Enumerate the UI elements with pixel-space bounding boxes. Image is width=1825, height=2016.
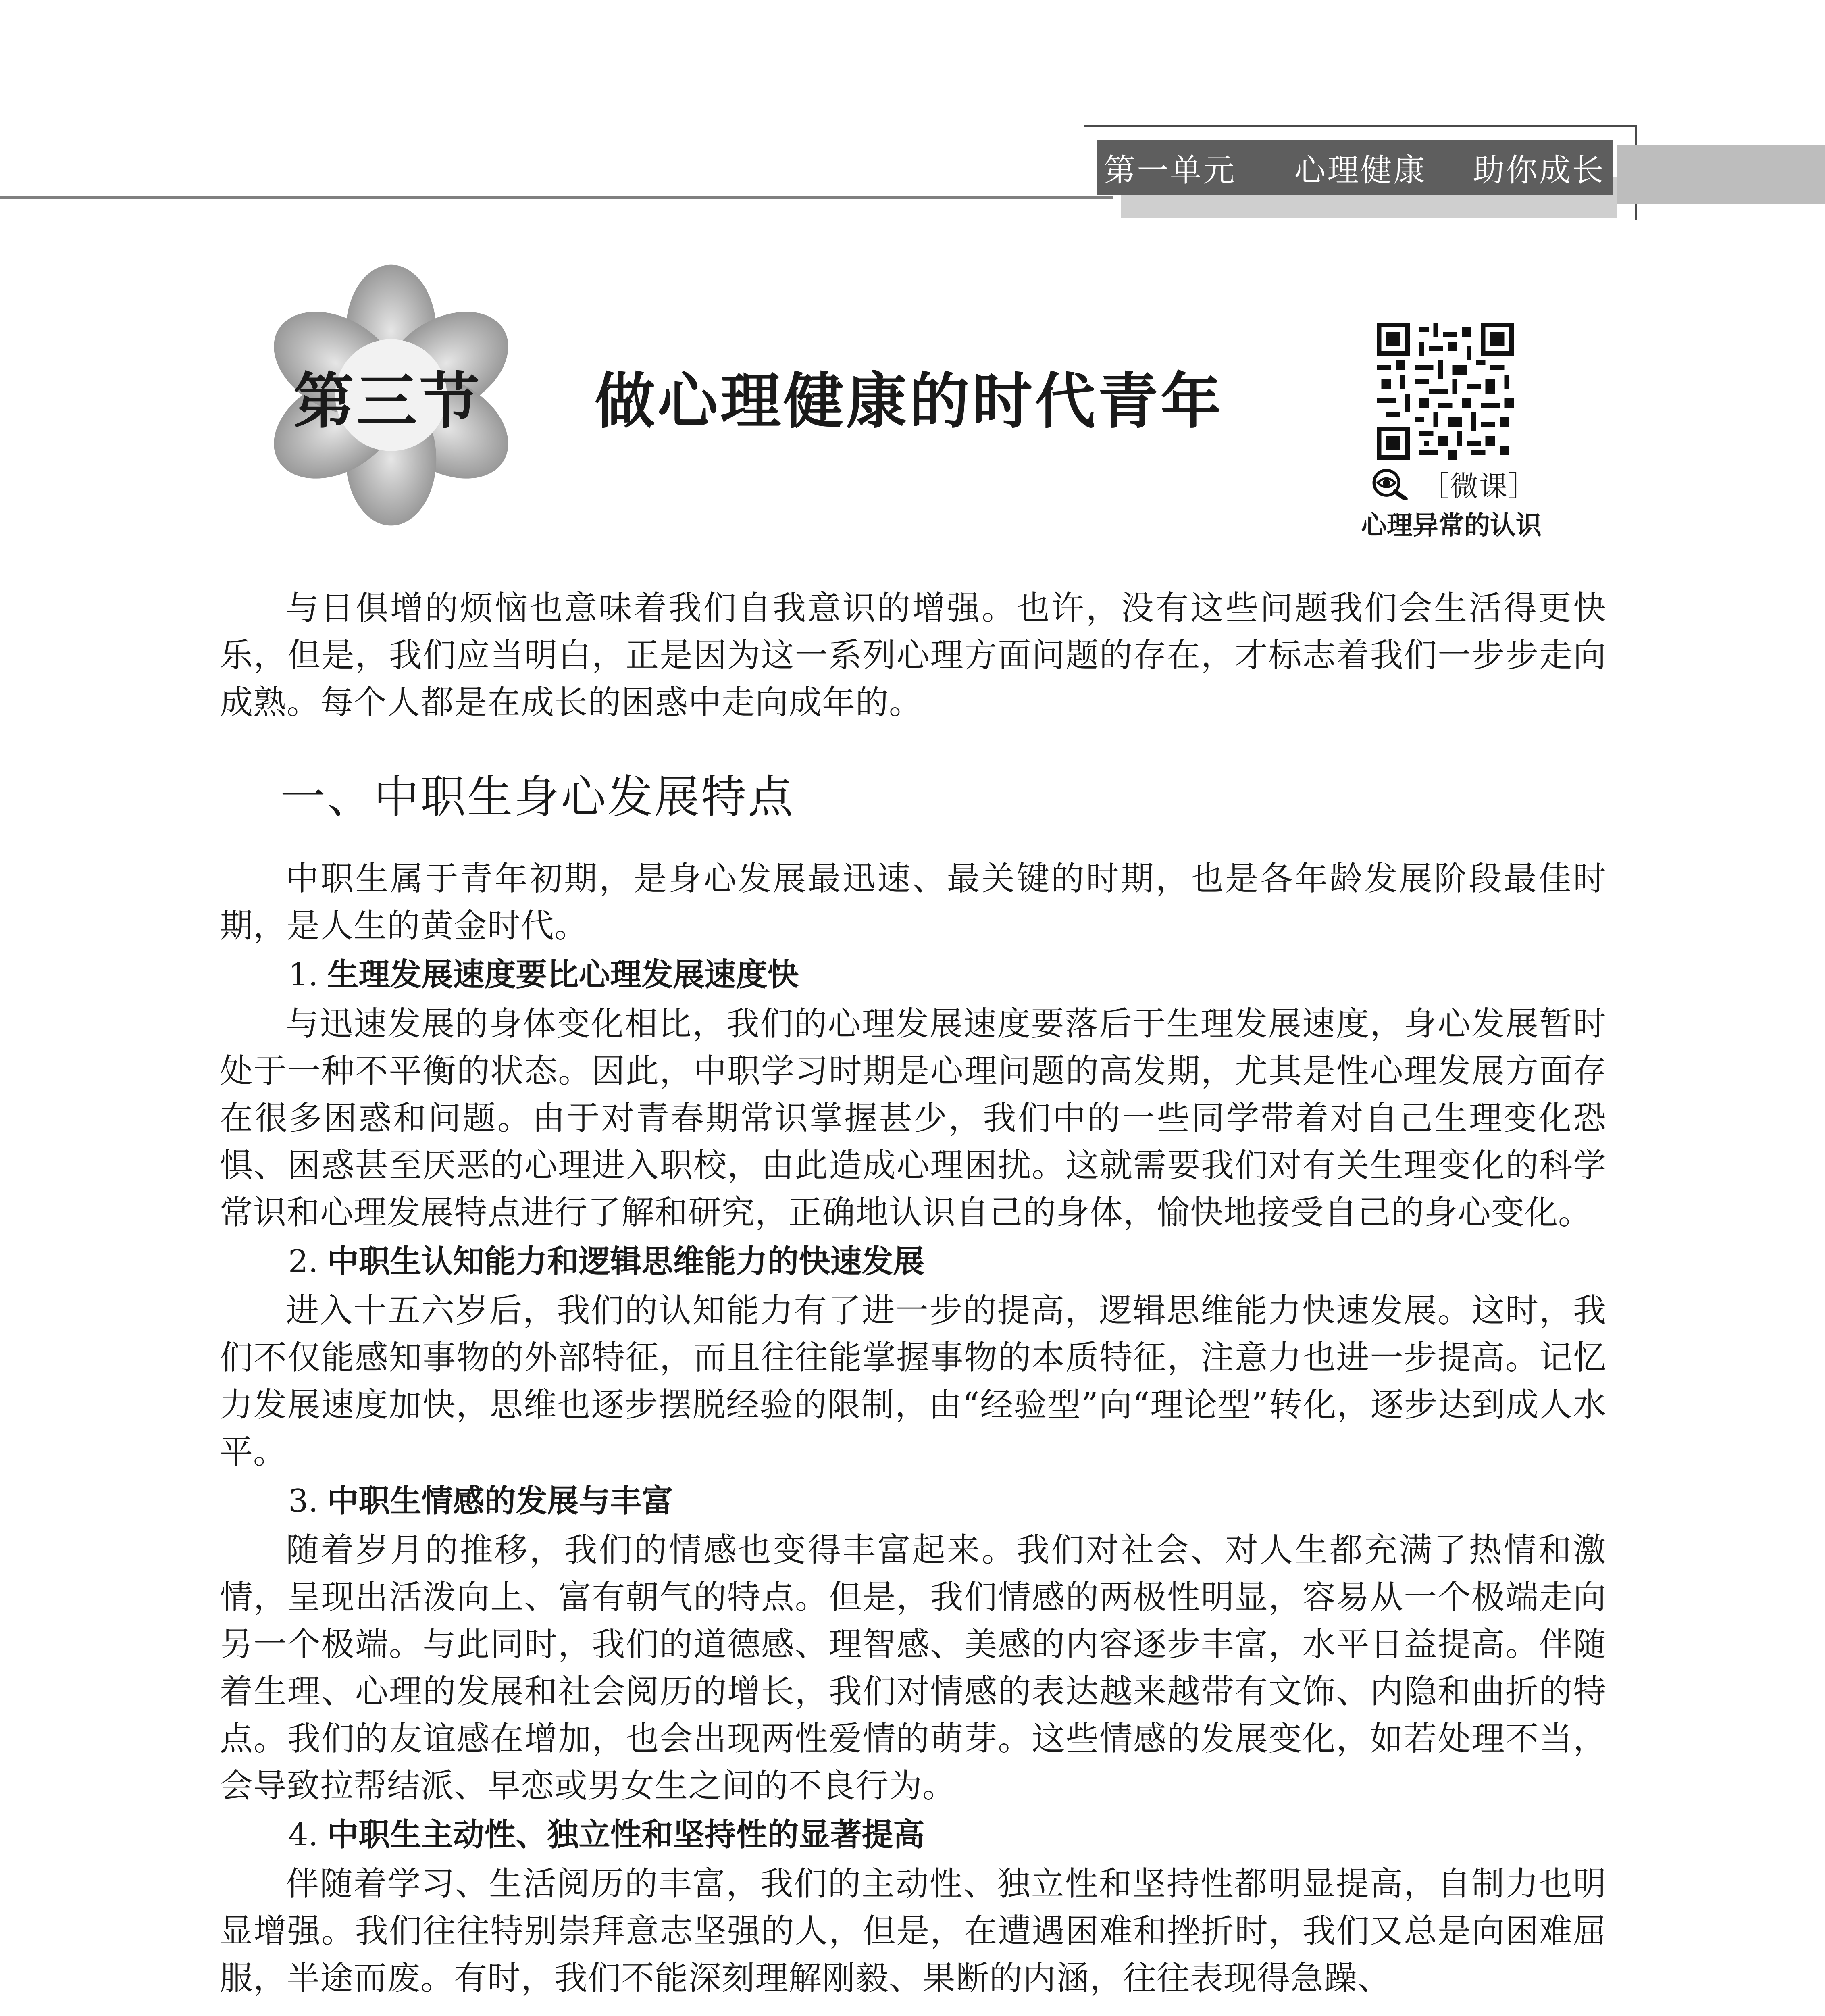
section-title: 做心理健康的时代青年 — [595, 366, 1224, 437]
body-text — [220, 585, 1606, 2002]
subsection-paragraph: 进入十五六岁后，我们的认知能力有了进一步的提高，逻辑思维能力快速发展。这时，我们不仅能感知事物的外部特征，而且往往能掌握事物的本质特征，注意力也进一步提高。记忆力发展速度加快，思维也逐步摆脱经验的限制，由“经验型”向“理论型”转化，逐步达到成人水平。 — [220, 1291, 1606, 1472]
header-theme: 心理健康 — [1294, 152, 1427, 189]
subheading-title: 中职生认知能力和逻辑思维能力的快速发展 — [327, 1243, 925, 1280]
subheading-number: 4. — [288, 1817, 318, 1854]
header-rule — [0, 196, 1113, 199]
heading-1-paragraph: 中职生属于青年初期，是身心发展最迅速、最关键的时期，也是各年龄发展阶段最佳时期，是人生的黄金时代。 — [220, 860, 1606, 946]
subheading-1 — [288, 950, 1606, 1000]
subheading-3 — [288, 1476, 1606, 1527]
qr-tag-label: ［微课］ — [1421, 470, 1537, 503]
subheading-4 — [288, 1810, 1606, 1860]
qr-caption-tag — [1369, 464, 1537, 504]
section-number: 第三节 — [293, 366, 483, 437]
heading-1: 一、中职生身心发展特点 — [280, 771, 795, 823]
subsection-paragraph: 与迅速发展的身体变化相比，我们的心理发展速度要落后于生理发展速度，身心发展暂时处于一种不平衡的状态。因此，中职学习时期是心理问题的高发期，尤其是性心理发展方面存在很多困惑和问题。由于对青春期常识掌握甚少，我们中的一些同学带着对自己生理变化恐惧、困惑甚至厌恶的心理进入职校，由此造成心理困扰。这就需要我们对有关生理变化的科学常识和心理发展特点进行了解和研究，正确地认识自己的身体，愉快地接受自己的身心变化。 — [220, 1005, 1606, 1232]
qr-caption: 心理异常的认识 — [1361, 511, 1542, 541]
subsection-paragraph: 随着岁月的推移，我们的情感也变得丰富起来。我们对社会、对人生都充满了热情和激情，呈现出活泼向上、富有朝气的特点。但是，我们情感的两极性明显，容易从一个极端走向另一个极端。与此同时，我们的道德感、理智感、美感的内容逐步丰富，水平日益提高。伴随着生理、心理的发展和社会阅历的增长，我们对情感的表达越来越带有文饰、内隐和曲折的特点。我们的友谊感在增加，也会出现两性爱情的萌芽。这些情感的发展变化，如若处理不当，会导致拉帮结派、早恋或男女生之间的不良行为。 — [220, 1531, 1606, 1806]
header-slogan: 助你成长 — [1473, 152, 1605, 189]
header-gray-block — [1617, 145, 1825, 204]
subheading-number: 2. — [288, 1243, 318, 1280]
subheading-title: 中职生情感的发展与丰富 — [327, 1483, 673, 1520]
subheading-2 — [288, 1236, 1606, 1287]
intro-paragraph: 与日俱增的烦恼也意味着我们自我意识的增强。也许，没有这些问题我们会生活得更快乐，但是，我们应当明白，正是因为这一系列心理方面问题的存在，才标志着我们一步步走向成熟。每个人都是在成长的困惑中走向成年的。 — [220, 589, 1606, 722]
subheading-number: 3. — [288, 1483, 318, 1520]
header-unit: 第一单元 — [1104, 152, 1236, 189]
subsection-paragraph: 伴随着学习、生活阅历的丰富，我们的主动性、独立性和坚持性都明显提高，自制力也明显增强。我们往往特别崇拜意志坚强的人，但是，在遭遇困难和挫折时，我们又总是向困难屈服，半途而废。有时，我们不能深刻理解刚毅、果断的内涵，往往表现得急躁、 — [220, 1865, 1606, 1998]
subheading-title: 生理发展速度要比心理发展速度快 — [327, 957, 799, 993]
running-header — [1097, 140, 1613, 195]
eye-icon — [1369, 468, 1413, 500]
subheading-number: 1. — [288, 957, 318, 993]
qr-code-icon[interactable] — [1377, 323, 1514, 460]
subheading-title: 中职生主动性、独立性和坚持性的显著提高 — [327, 1817, 925, 1854]
